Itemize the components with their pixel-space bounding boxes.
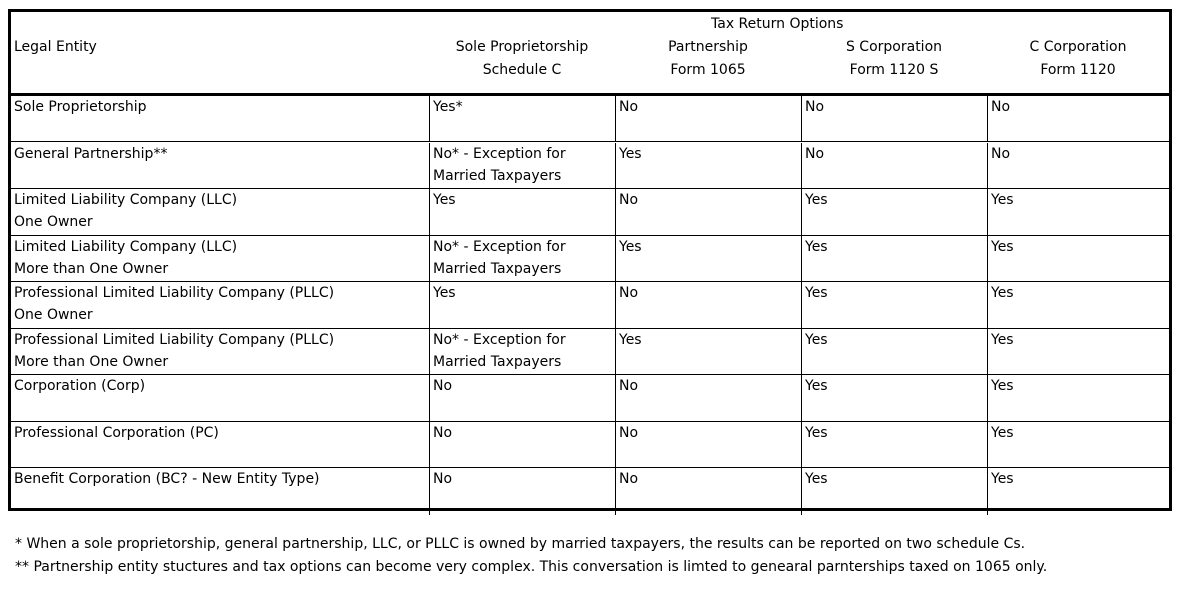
cell-entity <box>11 375 429 421</box>
cell-c-corporation <box>987 329 1169 374</box>
cell-text: Yes <box>991 425 1014 441</box>
footnote-partnership-complexity: ** Partnership entity stuctures and tax options can become very complex. This conversation is limted to genearal parnterships taxed on 1065 only. <box>15 559 1048 575</box>
cell-partnership <box>615 96 801 141</box>
cell-text: No <box>619 192 639 208</box>
cell-text: No* - Exception for <box>433 239 566 255</box>
cell-sole-proprietorship <box>429 422 615 467</box>
cell-c-corporation <box>987 282 1169 328</box>
cell-text: Yes <box>805 332 828 348</box>
cell-text: Yes <box>433 285 456 301</box>
cell-entity <box>11 96 429 141</box>
cell-text: Sole Proprietorship <box>14 99 147 115</box>
table-row <box>11 236 1169 282</box>
cell-sole-proprietorship <box>429 282 615 328</box>
cell-c-corporation <box>987 189 1169 235</box>
cell-s-corporation <box>801 96 987 141</box>
cell-sole-proprietorship <box>429 329 615 374</box>
cell-text: Yes <box>991 285 1014 301</box>
cell-c-corporation <box>987 375 1169 421</box>
cell-s-corporation <box>801 143 987 188</box>
cell-text: Yes <box>805 425 828 441</box>
cell-partnership <box>615 189 801 235</box>
cell-text: Professional Limited Liability Company (PLLC) <box>14 332 335 348</box>
cell-text: No <box>619 471 639 487</box>
cell-text: Corporation (Corp) <box>14 378 146 394</box>
cell-partnership <box>615 422 801 467</box>
col-header-line2: Form 1120 <box>1040 62 1116 78</box>
cell-text: No <box>805 99 825 115</box>
cell-text: No <box>619 285 639 301</box>
footnotes <box>15 533 1047 579</box>
cell-s-corporation <box>801 422 987 467</box>
cell-text: Yes <box>991 192 1014 208</box>
cell-text: Married Taxpayers <box>433 261 562 277</box>
cell-text: No <box>433 378 453 394</box>
cell-text: Benefit Corporation (BC? - New Entity Type) <box>14 471 320 487</box>
table-row <box>11 468 1169 515</box>
cell-text: General Partnership** <box>14 146 168 162</box>
col-header-line1: C Corporation <box>1029 39 1127 55</box>
cell-text: One Owner <box>14 307 93 323</box>
cell-entity <box>11 282 429 328</box>
cell-text: No <box>619 425 639 441</box>
cell-c-corporation <box>987 468 1169 515</box>
col-header-s-corporation <box>801 36 987 82</box>
cell-text: Yes* <box>433 99 463 115</box>
cell-c-corporation <box>987 236 1169 281</box>
cell-text: Yes <box>991 332 1014 348</box>
cell-c-corporation <box>987 143 1169 188</box>
cell-entity <box>11 189 429 235</box>
cell-entity <box>11 143 429 188</box>
cell-text: Yes <box>805 285 828 301</box>
cell-text: Yes <box>805 239 828 255</box>
cell-text: One Owner <box>14 214 93 230</box>
table-header <box>11 12 1169 96</box>
cell-text: Professional Limited Liability Company (PLLC) <box>14 285 335 301</box>
cell-text: Yes <box>991 471 1014 487</box>
cell-partnership <box>615 143 801 188</box>
tax-options-table <box>8 9 1172 511</box>
cell-text: No* - Exception for <box>433 146 566 162</box>
col-header-c-corporation <box>987 36 1169 82</box>
cell-text: Yes <box>619 146 642 162</box>
cell-partnership <box>615 468 801 515</box>
cell-sole-proprietorship <box>429 375 615 421</box>
cell-text: Yes <box>433 192 456 208</box>
col-header-line1: S Corporation <box>845 39 943 55</box>
cell-text: More than One Owner <box>14 261 169 277</box>
cell-c-corporation <box>987 96 1169 141</box>
cell-s-corporation <box>801 282 987 328</box>
col-header-line2: Form 1065 <box>670 62 746 78</box>
cell-s-corporation <box>801 468 987 515</box>
footnote-married-taxpayers: * When a sole proprietorship, general partnership, LLC, or PLLC is owned by married taxpayers, the results can be reported on two schedule Cs. <box>15 536 1026 552</box>
cell-text: Yes <box>805 471 828 487</box>
cell-text: Married Taxpayers <box>433 168 562 184</box>
cell-text: No <box>619 99 639 115</box>
col-header-sole-proprietorship <box>429 36 615 82</box>
col-header-line2: Form 1120 S <box>849 62 939 78</box>
cell-text: No <box>991 146 1011 162</box>
cell-sole-proprietorship <box>429 468 615 515</box>
cell-text: No* - Exception for <box>433 332 566 348</box>
cell-text: No <box>805 146 825 162</box>
cell-entity <box>11 468 429 515</box>
cell-s-corporation <box>801 189 987 235</box>
cell-text: Limited Liability Company (LLC) <box>14 192 238 208</box>
col-header-partnership <box>615 36 801 82</box>
table-row <box>11 329 1169 375</box>
table-row <box>11 282 1169 329</box>
cell-s-corporation <box>801 375 987 421</box>
cell-sole-proprietorship <box>429 143 615 188</box>
cell-text: No <box>433 471 453 487</box>
cell-text: Yes <box>991 239 1014 255</box>
col-header-line1: Partnership <box>668 39 748 55</box>
cell-text: Yes <box>805 378 828 394</box>
cell-text: Yes <box>991 378 1014 394</box>
cell-text: No <box>991 99 1011 115</box>
col-header-line2: Schedule C <box>482 62 562 78</box>
cell-partnership <box>615 375 801 421</box>
cell-s-corporation <box>801 236 987 281</box>
cell-text: Yes <box>805 192 828 208</box>
tax-return-options-heading: Tax Return Options <box>711 16 844 32</box>
cell-text: No <box>619 378 639 394</box>
cell-s-corporation <box>801 329 987 374</box>
col-header-line1: Sole Proprietorship <box>455 39 589 55</box>
cell-partnership <box>615 282 801 328</box>
table-row <box>11 96 1169 142</box>
cell-text: No <box>433 425 453 441</box>
table-row <box>11 189 1169 236</box>
table-row <box>11 422 1169 468</box>
cell-c-corporation <box>987 422 1169 467</box>
cell-text: Yes <box>619 239 642 255</box>
table-row <box>11 375 1169 422</box>
cell-entity <box>11 422 429 467</box>
table-row <box>11 143 1169 189</box>
cell-entity <box>11 329 429 374</box>
legal-entity-heading: Legal Entity <box>14 39 97 55</box>
cell-sole-proprietorship <box>429 236 615 281</box>
cell-text: More than One Owner <box>14 354 169 370</box>
cell-partnership <box>615 329 801 374</box>
cell-text: Married Taxpayers <box>433 354 562 370</box>
cell-partnership <box>615 236 801 281</box>
cell-sole-proprietorship <box>429 96 615 141</box>
cell-sole-proprietorship <box>429 189 615 235</box>
cell-text: Yes <box>619 332 642 348</box>
cell-text: Limited Liability Company (LLC) <box>14 239 238 255</box>
cell-entity <box>11 236 429 281</box>
cell-text: Professional Corporation (PC) <box>14 425 219 441</box>
